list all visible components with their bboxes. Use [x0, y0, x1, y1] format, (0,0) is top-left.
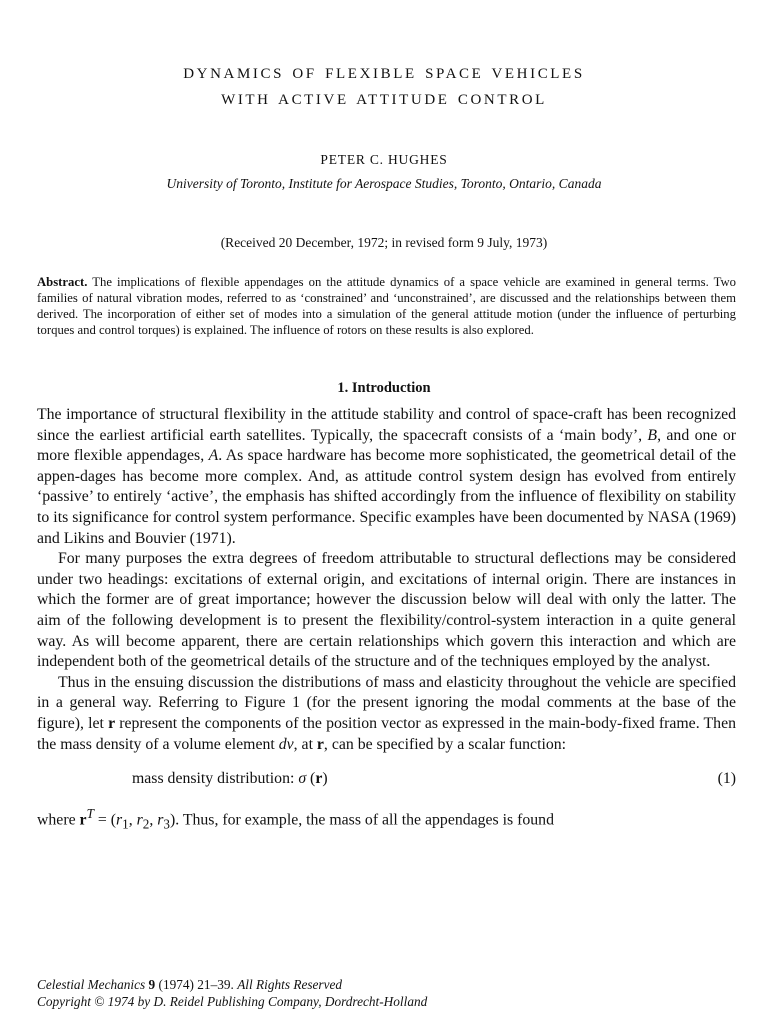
paragraph-1: [37, 405, 736, 549]
footer-volume: 9: [148, 977, 156, 992]
symbol-r: r: [315, 770, 323, 788]
author-name: PETER C. HUGHES: [320, 152, 448, 167]
symbol-sigma: σ: [298, 770, 307, 788]
comma-2: ,: [149, 810, 158, 828]
symbol-volume-element: dv: [278, 735, 294, 753]
equation-label: mass density distribution:: [132, 770, 299, 788]
section-heading: [0, 380, 768, 397]
paragraph-1-text-b: , and one or more flexible appendages,: [37, 426, 736, 465]
abstract-label: Abstract.: [37, 275, 88, 289]
paragraph-1-text-a: The importance of structural flexibility in the attitude stability and control of space-craft has been recognized since the earliest artificial earth satellites. Typically, the spacecraft consists of a ‘main body’,: [37, 406, 736, 444]
equation-1: [37, 769, 736, 790]
paragraph-4: [37, 804, 736, 835]
paper-title-line-2: WITH ACTIVE ATTITUDE CONTROL: [221, 92, 547, 108]
section-title: Introduction: [351, 380, 431, 396]
subscript-1: 1: [122, 816, 129, 832]
symbol-r3: r: [157, 810, 164, 828]
equation-number: (1): [717, 770, 736, 788]
paragraph-1-text-c: . As space hardware has become more sophisticated, the geometrical detail of the appen-dages has become more complex. And, as attitude control system design has evolved from entirely ‘passive’ to entirely ‘active’, the emphasis has shifted accordingly from the influence of flexibility on stability to its significance for control system performance. Specific examples have been documented by NASA (1969) and Likins and Bouvier (1971).: [37, 447, 737, 547]
subscript-2: 2: [142, 816, 150, 832]
symbol-position-vector: r: [108, 714, 116, 732]
paragraph-2: For many purposes the extra degrees of freedom attributable to structural deflections may be considered under two headings: excitations of external origin, and excitations of internal origin. There are instances in which the former are of great importance; however the discussion below will deal with only the latter. The aim of the following development is to present the flexibility/control-system interaction in a quite general way. As will become apparent, there are certain relationships which govern this interaction and which are independent both of the geometrical details of the structure and of the techniques employed by the analyst.: [37, 550, 736, 671]
body-text: [37, 405, 736, 835]
paragraph-4-text-a: where: [37, 810, 80, 828]
paragraph-4-text-d: ). Thus, for example, the mass of all the appendages is found: [169, 810, 554, 828]
author-affiliation: University of Toronto, Institute for Aerospace Studies, Toronto, Ontario, Canada: [166, 176, 602, 191]
equation-close-paren: ): [322, 770, 328, 788]
equation-1-body: [132, 769, 328, 790]
paragraph-3-text-b: represent the components of the position vector as expressed in the main-body-fixed frame. Then the mass density of a volume element: [37, 714, 736, 753]
equation-open-paren: (: [306, 770, 316, 788]
abstract: [37, 274, 736, 338]
received-dates: (Received 20 December, 1972; in revised form 9 July, 1973): [220, 235, 548, 250]
symbol-main-body: B: [647, 426, 658, 444]
symbol-r-transpose: r: [79, 810, 87, 828]
footer-journal: Celestial Mechanics: [37, 977, 149, 992]
footer-rights: All Rights Reserved: [237, 977, 343, 992]
symbol-transpose: T: [86, 805, 94, 821]
footer-pages: (1974) 21–39.: [155, 977, 238, 992]
paragraph-3: [37, 673, 736, 755]
page-footer: [37, 977, 736, 1010]
paragraph-3-text-c: , at: [293, 735, 317, 753]
symbol-r1: r: [115, 810, 123, 828]
footer-copyright: Copyright © 1974 by D. Reidel Publishing Company, Dordrecht-Holland: [37, 993, 428, 1009]
section-number: 1.: [337, 380, 349, 396]
paragraph-3-text-d: , can be specified by a scalar function:: [323, 735, 567, 753]
symbol-r2: r: [136, 810, 143, 828]
symbol-appendage: A: [208, 447, 219, 465]
subscript-3: 3: [163, 816, 170, 832]
abstract-text: The implications of flexible appendages on the attitude dynamics of a space vehicle are examined in general terms. Two families of natural vibration modes, referred to as ‘constrained’ and ‘unconstrained’, are discussed and the relationships between them derived. The incorporation of either set of modes into a simulation of the general attitude motion (under the influence of perturbing torques and control torques) is explained. The influence of rotors on these results is also explored.: [37, 275, 736, 337]
paragraph-4-text-b: = (: [93, 810, 116, 828]
symbol-position-vector-2: r: [316, 735, 324, 753]
paper-title-line-1: DYNAMICS OF FLEXIBLE SPACE VEHICLES: [183, 66, 585, 82]
footer-citation: [37, 977, 736, 994]
paragraph-3-text-a: Thus in the ensuing discussion the distributions of mass and elasticity throughout the vehicle are specified in a general way. Referring to Figure 1 (for the present ignoring the modal comments at the base of the figure), let: [37, 673, 736, 732]
comma-1: ,: [128, 810, 137, 828]
